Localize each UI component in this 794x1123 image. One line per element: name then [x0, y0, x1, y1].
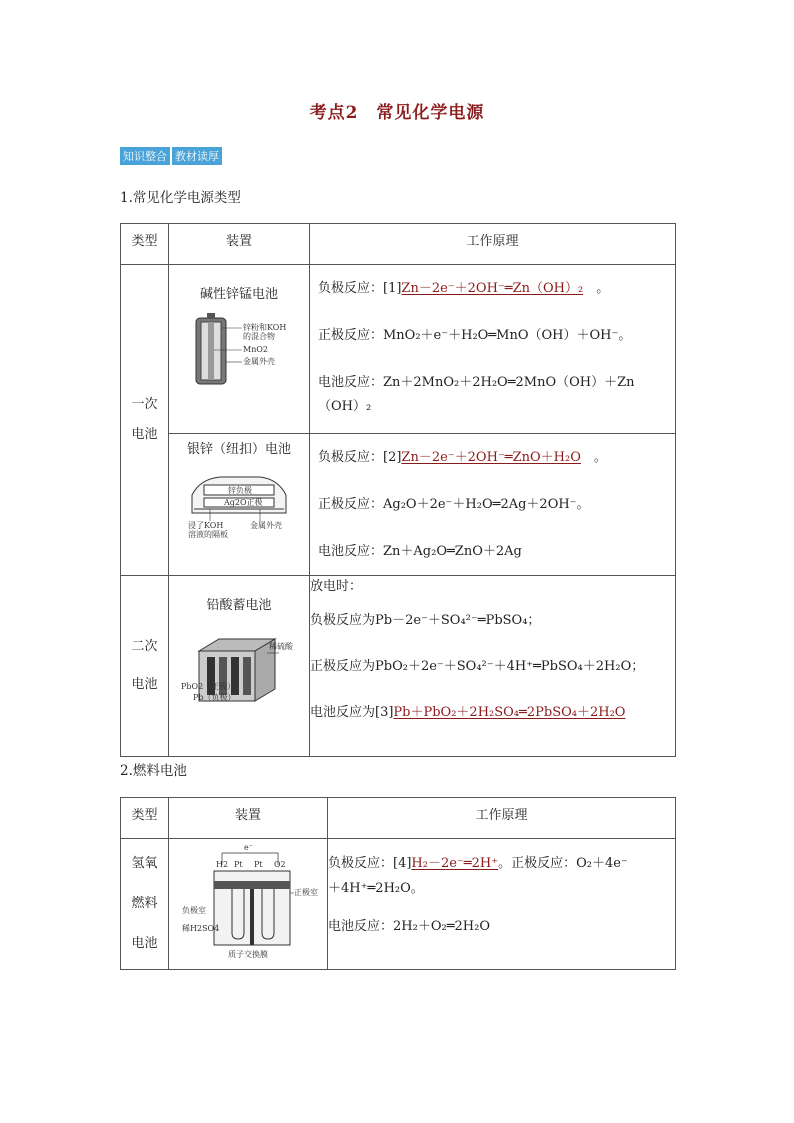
fuel-cell-table	[120, 797, 676, 970]
lead-acid-name: 铅酸蓄电池	[206, 598, 272, 613]
answer-1: Zn－2e⁻＋2OH⁻═Zn（OH）₂	[401, 281, 584, 296]
fuel-header-principle: 工作原理	[328, 798, 676, 839]
silver-name: 银锌（纽扣）电池	[186, 442, 291, 457]
section-heading-2: 2.燃料电池	[120, 763, 187, 779]
alkaline-device-cell	[169, 265, 310, 434]
silver-device-cell	[169, 434, 310, 576]
alk-label-shell: 金属外壳	[243, 357, 275, 366]
alkaline-name: 碱性锌锰电池	[199, 287, 278, 302]
fuel-label-neg: 负极室	[182, 906, 206, 915]
page-title: 考点2 常见化学电源	[309, 103, 485, 123]
lead-acid-battery-diagram	[179, 621, 299, 711]
fuel-header-device: 装置	[169, 798, 328, 839]
answer-4: H₂－2e⁻═2H⁺	[411, 856, 499, 871]
badge-textbook: 教材读厚	[172, 147, 222, 165]
lead-acid-principle: 放电时： 负极反应为Pb－2e⁻＋SO₄²⁻═PbSO₄； 正极反应为PbO₂＋2e⁻＋SO₄²⁻＋4H⁺═PbSO₄＋2H₂O； 电池反应为[3]Pb＋PbO₂＋2H₂SO₄═2PbSO₄＋2H₂O	[310, 576, 676, 757]
section-badge	[120, 147, 222, 165]
pb-label-pb: Pb（负极）	[193, 693, 236, 702]
header-device: 装置	[169, 224, 310, 265]
alk-label-mno2: MnO2	[243, 345, 268, 354]
fuel-device-cell	[169, 839, 328, 970]
fuel-label-h2: H2	[216, 860, 229, 869]
ag-label-sep2: 溶液的隔板	[188, 530, 228, 539]
fuel-label-pt1: Pt	[234, 860, 243, 869]
fuel-label-pt2: Pt	[254, 860, 263, 869]
header-type: 类型	[121, 224, 169, 265]
answer-2: Zn－2e⁻＋2OH⁻═ZnO＋H₂O	[401, 450, 581, 465]
alk-label-zn: 锌粉和KOH	[243, 323, 287, 332]
pb-label-pbo2: PbO2（正极）	[181, 682, 236, 691]
battery-types-table	[120, 223, 676, 757]
silver-principle: 负极反应：[2]Zn－2e⁻＋2OH⁻═ZnO＋H₂O 。 正极反应：Ag₂O＋2e⁻＋H₂O═2Ag＋2OH⁻。 电池反应：Zn＋Ag₂O═ZnO＋2Ag	[310, 434, 676, 576]
alkaline-battery-diagram	[184, 310, 294, 390]
fuel-cell-diagram	[178, 841, 318, 961]
category-secondary: 二次电池	[121, 576, 169, 757]
answer-3: Pb＋PbO₂＋2H₂SO₄═2PbSO₄＋2H₂O	[393, 705, 626, 720]
fuel-header-type: 类型	[121, 798, 169, 839]
fuel-principle: 负极反应：[4]H₂－2e⁻═2H⁺。正极反应：O₂＋4e⁻ ＋4H⁺═2H₂O。 电池反应：2H₂＋O₂═2H₂O	[328, 839, 676, 970]
alk-label-mix: 的混合物	[243, 332, 275, 341]
fuel-label-pos: 正极室	[294, 888, 318, 897]
lead-acid-device-cell	[169, 576, 310, 757]
header-principle: 工作原理	[310, 224, 676, 265]
alkaline-principle: 负极反应：[1]Zn－2e⁻＋2OH⁻═Zn（OH）₂ 。 正极反应：MnO₂＋e⁻＋H₂O═MnO（OH）＋OH⁻。 电池反应：Zn＋2MnO₂＋2H₂O═2MnO（OH）＋Zn （OH）₂	[310, 265, 676, 434]
section-heading-1: 1.常见化学电源类型	[120, 190, 241, 206]
ag-label-zn: 锌负极	[228, 486, 252, 495]
category-fuel: 氢氧燃料电池	[121, 839, 169, 970]
ag-label-shell: 金属外壳	[250, 521, 282, 530]
ag-label-sep1: 浸了KOH	[188, 521, 224, 530]
fuel-label-o2: O2	[274, 860, 286, 869]
fuel-label-e: e⁻	[244, 843, 253, 852]
badge-knowledge: 知识整合	[120, 147, 170, 165]
category-primary: 一次电池	[121, 265, 169, 576]
silver-battery-diagram	[180, 465, 298, 545]
fuel-label-acid: 稀H2SO4	[182, 924, 220, 933]
fuel-label-membrane: 质子交换膜	[228, 950, 268, 959]
ag-label-ag2o: Ag2O正极	[224, 498, 263, 507]
pb-label-acid: 稀硫酸	[269, 642, 293, 651]
